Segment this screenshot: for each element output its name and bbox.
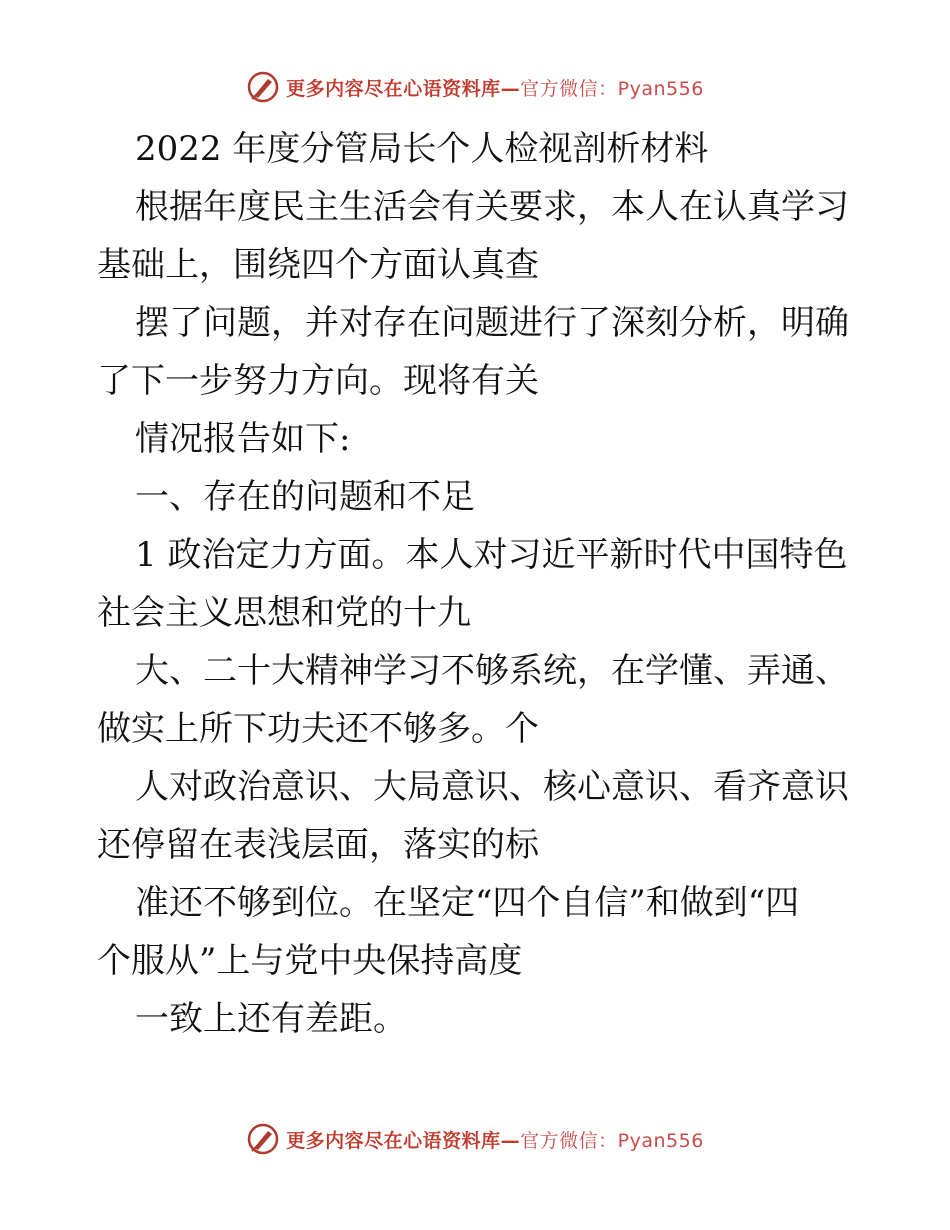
paragraph-line: 做实上所下功夫还不够多。个 (97, 709, 539, 749)
footer-banner-text: 更多内容尽在心语资料库—官方微信：Pyan556 (286, 1129, 704, 1152)
paragraph-line: 摆了问题，并对存在问题进行了深刻分析，明确 (135, 303, 849, 343)
section-heading: 一、存在的问题和不足 (135, 477, 475, 517)
paragraph-line: 个服从”上与党中央保持高度 (97, 941, 523, 981)
paragraph-line: 还停留在表浅层面，落实的标 (97, 825, 539, 865)
paragraph-line: 了下一步努力方向。现将有关 (97, 361, 539, 401)
paragraph-line: 社会主义思想和党的十九 (97, 593, 471, 633)
quill-pen-logo-icon (246, 1122, 280, 1156)
paragraph-line: 情况报告如下: (135, 419, 351, 459)
document-body (97, 120, 857, 1048)
header-banner-text: 更多内容尽在心语资料库—官方微信：Pyan556 (286, 77, 704, 100)
paragraph-line: 人对政治意识、大局意识、核心意识、看齐意识 (135, 767, 849, 807)
paragraph-line: 基础上，围绕四个方面认真查 (97, 245, 539, 285)
document-title: 2022 年度分管局长个人检视剖析材料 (135, 129, 709, 169)
paragraph-line: 大、二十大精神学习不够系统，在学懂、弄通、 (135, 651, 849, 691)
quill-pen-logo-icon (246, 70, 280, 104)
paragraph-line: 根据年度民主生活会有关要求，本人在认真学习 (135, 187, 849, 227)
paragraph-line: 准还不够到位。在坚定“四个自信”和做到“四 (135, 883, 800, 923)
paragraph-line: 1 政治定力方面。本人对习近平新时代中国特色 (135, 535, 848, 575)
paragraph-line: 一致上还有差距。 (135, 999, 407, 1039)
footer-banner (0, 1122, 950, 1156)
header-banner (0, 70, 950, 104)
